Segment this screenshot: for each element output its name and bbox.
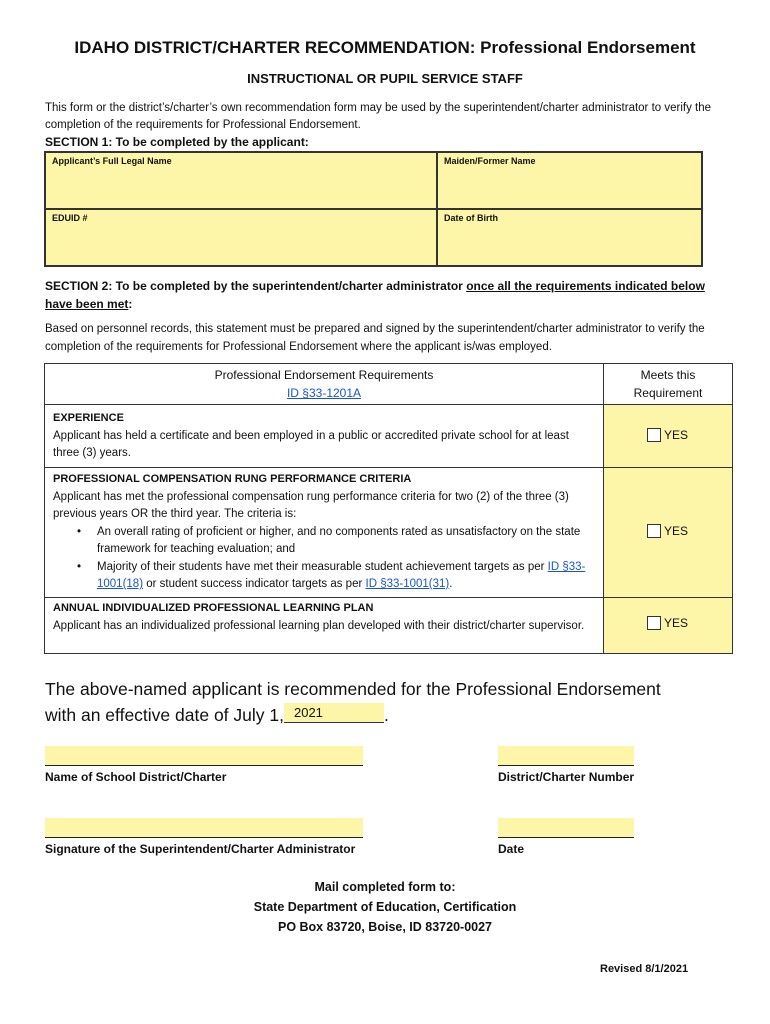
mail-line1: Mail completed form to:	[314, 880, 456, 894]
checkbox-icon[interactable]	[647, 428, 661, 442]
meets-cell	[603, 468, 732, 597]
statute-link-1001-18[interactable]: ID §33-1001(18)	[97, 560, 586, 590]
revision-date: Revised 8/1/2021	[600, 963, 689, 975]
yes-label: YES	[664, 428, 689, 442]
checkbox-icon[interactable]	[647, 524, 661, 538]
recommendation-line2-prefix: with an effective date of July 1,	[45, 705, 284, 725]
header-requirements-label: Professional Endorsement Requirements	[214, 368, 434, 382]
eduid-field[interactable]	[45, 209, 437, 266]
date-label: Date	[498, 842, 525, 856]
section2-heading	[45, 277, 735, 313]
maiden-name-label: Maiden/Former Name	[444, 156, 536, 166]
header-requirements-cell	[45, 364, 603, 404]
requirement-cell	[45, 405, 603, 467]
section1-heading: SECTION 1: To be completed by the applicant:	[45, 135, 309, 149]
bullet2-text-b: or student success indicator targets as per	[143, 578, 366, 590]
requirement-title: ANNUAL INDIVIDUALIZED PROFESSIONAL LEARNING PLAN	[53, 602, 374, 614]
mail-address-block	[0, 877, 770, 937]
section2-instructions: Based on personnel records, this statement must be prepared and signed by the superintendent/charter administrator to verify the completion of the requirements for Professional Endorsement where the applicant is/was employed.	[45, 323, 705, 353]
district-name-label: Name of School District/Charter	[45, 770, 227, 784]
requirement-cell	[45, 598, 603, 653]
intro-text: This form or the district’s/charter’s own recommendation form may be used by the superintendent/charter administrator to verify the completion of the requirements for Professional Endorsement.	[45, 102, 712, 131]
requirements-table	[44, 363, 733, 654]
recommendation-line2	[45, 702, 745, 728]
header-meets-line1: Meets this	[640, 368, 696, 382]
full-name-field[interactable]	[45, 152, 437, 209]
header-meets-line2: Requirement	[633, 386, 703, 400]
table-row	[45, 597, 732, 653]
yes-label: YES	[664, 524, 689, 538]
section2-heading-colon: :	[128, 297, 133, 311]
criteria-bullet-1: • An overall rating of proficient or higher, and no components rated as unsatisfactory on the state framework for teaching evaluation; and	[77, 524, 595, 559]
recommendation-line2-suffix: .	[383, 705, 389, 725]
maiden-name-field[interactable]	[437, 152, 702, 209]
effective-year-field[interactable]: 2021	[284, 703, 384, 723]
statute-link-1001-31[interactable]: ID §33-1001(31)	[365, 578, 450, 590]
requirement-title: EXPERIENCE	[53, 412, 124, 424]
yes-label: YES	[664, 616, 689, 630]
requirement-title: PROFESSIONAL COMPENSATION RUNG PERFORMANCE CRITERIA	[53, 473, 412, 485]
district-number-label: District/Charter Number	[498, 770, 635, 784]
recommendation-statement	[45, 676, 745, 728]
learning-plan-yes-checkbox[interactable]	[647, 616, 688, 630]
requirement-text: Applicant has met the professional compensation rung performance criteria for two (2) of the three (3) previous years OR the third year. The criteria is:	[53, 490, 569, 520]
table-row	[45, 467, 732, 597]
signature-field[interactable]	[45, 818, 363, 838]
compensation-yes-checkbox[interactable]	[647, 524, 688, 538]
district-name-field[interactable]	[45, 746, 363, 766]
header-meets-cell	[603, 364, 732, 404]
district-number-field[interactable]	[498, 746, 634, 766]
dob-field[interactable]	[437, 209, 702, 266]
signature-label: Signature of the Superintendent/Charter Administrator	[45, 842, 356, 856]
table-row	[45, 404, 732, 467]
experience-yes-checkbox[interactable]	[647, 428, 688, 442]
eduid-label: EDUID #	[52, 213, 88, 223]
section2-heading-underlined: once all the requirements indicated below have been met	[45, 279, 705, 311]
recommendation-line1: The above-named applicant is recommended for the Professional Endorsement	[45, 679, 661, 699]
section2-heading-main: SECTION 2: To be completed by the superintendent/charter administrator	[45, 279, 467, 293]
table-header-row	[45, 364, 732, 404]
meets-cell	[603, 598, 732, 653]
full-name-label: Applicant’s Full Legal Name	[52, 156, 172, 166]
mail-line2: State Department of Education, Certification	[253, 900, 517, 914]
mail-line3: PO Box 83720, Boise, ID 83720-0027	[277, 920, 492, 934]
dob-label: Date of Birth	[444, 213, 498, 223]
criteria-bullet-2	[77, 559, 595, 594]
checkbox-icon[interactable]	[647, 616, 661, 630]
bullet2-text-a: Majority of their students have met their measurable student achievement targets as per	[97, 560, 548, 573]
meets-cell	[603, 405, 732, 467]
requirement-text: Applicant has an individualized professional learning plan developed with their district/charter supervisor.	[53, 619, 585, 632]
bullet2-text-c: .	[449, 578, 453, 590]
requirement-text: Applicant has held a certificate and been employed in a public or accredited private school for at least three (3) years.	[53, 429, 569, 459]
form-title: IDAHO DISTRICT/CHARTER RECOMMENDATION: Professional Endorsement	[74, 38, 696, 57]
statute-link-1201a[interactable]: ID §33-1201A	[286, 386, 362, 400]
section1-table	[44, 151, 703, 267]
date-field[interactable]	[498, 818, 634, 838]
requirement-cell	[45, 468, 603, 597]
form-subtitle: INSTRUCTIONAL OR PUPIL SERVICE STAFF	[247, 71, 523, 86]
